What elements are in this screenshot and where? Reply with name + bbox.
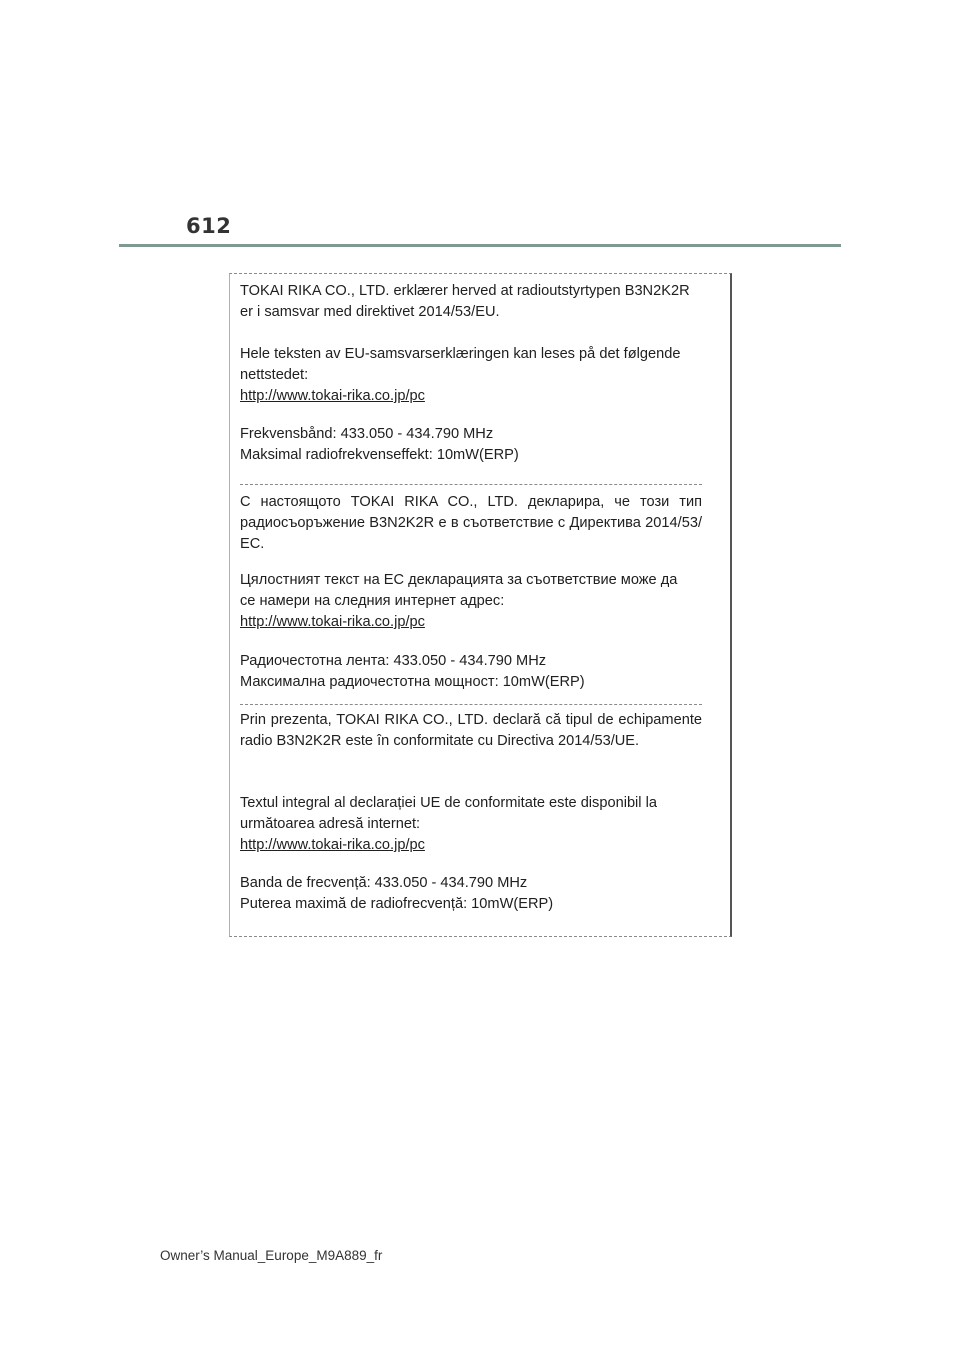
- declaration-link[interactable]: http://www.tokai-rika.co.jp/pc: [240, 837, 425, 853]
- declaration-text: С настоящото TOKAI RIKA CO., LTD. декларира, че този тип радиосъоръжение B3N2K2R е в съответствие с Директива 2014/53/ЕС.: [240, 494, 702, 552]
- fulltext-line: Цялостният текст на ЕС декларацията за съответствие може да: [240, 572, 678, 588]
- radio-specs: [240, 424, 519, 466]
- declaration-link[interactable]: http://www.tokai-rika.co.jp/pc: [240, 614, 425, 630]
- footer-manual-id: Owner’s Manual_Europe_M9A889_fr: [160, 1248, 383, 1263]
- declaration-box: [229, 273, 732, 937]
- fulltext-line: nettstedet:: [240, 367, 309, 383]
- declaration-text: TOKAI RIKA CO., LTD. erklærer herved at radioutstyrtypen B3N2K2R er i samsvar med direktivet 2014/53/EU.: [240, 283, 690, 320]
- section-bulgarian: [240, 484, 702, 705]
- radio-specs: [240, 873, 553, 915]
- header-rule: [119, 244, 841, 247]
- max-power: Maksimal radiofrekvenseffekt: 10mW(ERP): [240, 447, 519, 463]
- page-number: 612: [186, 214, 232, 238]
- fulltext-paragraph: [240, 344, 680, 407]
- frequency-band: Banda de frecvență: 433.050 - 434.790 MHz: [240, 875, 528, 891]
- declaration-link[interactable]: http://www.tokai-rika.co.jp/pc: [240, 388, 425, 404]
- declaration-text: Prin prezenta, TOKAI RIKA CO., LTD. declară că tipul de echipamente radio B3N2K2R este în conformitate cu Directiva 2014/53/UE.: [240, 712, 702, 749]
- max-power: Максимална радиочестотна мощност: 10mW(ERP): [240, 674, 585, 690]
- section-romanian: [240, 704, 702, 936]
- fulltext-line: următoarea adresă internet:: [240, 816, 421, 832]
- max-power: Puterea maximă de radiofrecvență: 10mW(ERP): [240, 896, 554, 912]
- fulltext-line: Textul integral al declarației UE de conformitate este disponibil la: [240, 795, 657, 811]
- frequency-band: Frekvensbånd: 433.050 - 434.790 MHz: [240, 426, 494, 442]
- section-norwegian: [240, 274, 702, 484]
- fulltext-paragraph: [240, 793, 657, 856]
- fulltext-paragraph: [240, 570, 677, 633]
- radio-specs: [240, 651, 585, 693]
- fulltext-line: се намери на следния интернет адрес:: [240, 593, 505, 609]
- frequency-band: Радиочестотна лента: 433.050 - 434.790 MHz: [240, 653, 547, 669]
- fulltext-line: Hele teksten av EU-samsvarserklæringen kan leses på det følgende: [240, 346, 681, 362]
